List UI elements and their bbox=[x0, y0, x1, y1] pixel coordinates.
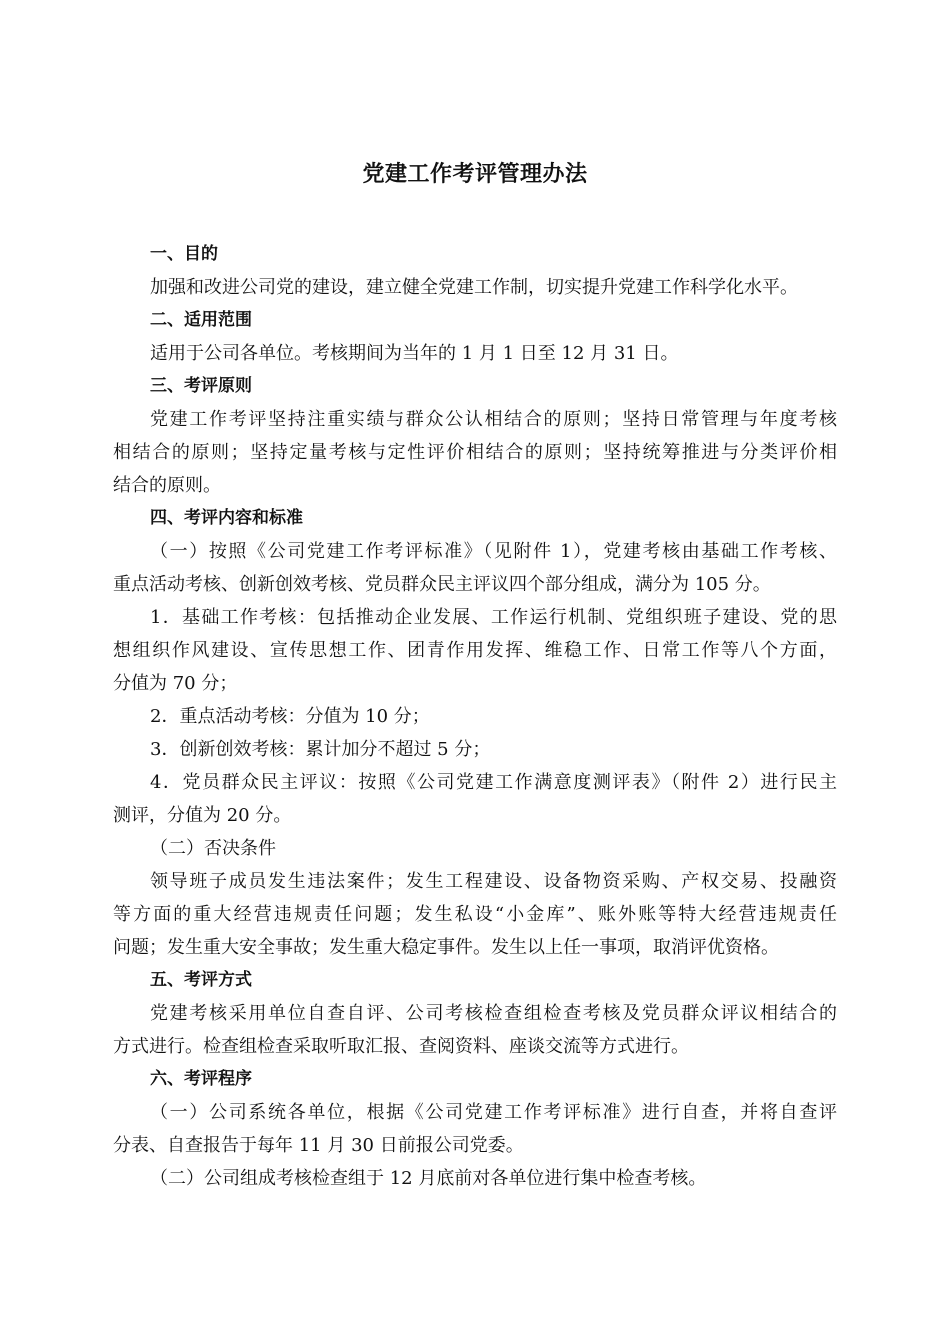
method-line-2: 方式进行。检查组检查采取听取汇报、查阅资料、座谈交流等方式进行。 bbox=[113, 1036, 689, 1057]
section-text-purpose: 加强和改进公司党的建设，建立健全党建工作制，切实提升党建工作科学化水平。 bbox=[150, 277, 798, 298]
standards-p1-line-2: 重点活动考核、创新创效考核、党员群众民主评议四个部分组成，满分为 105 分。 bbox=[113, 574, 771, 595]
item3-line: 3．创新创效考核：累计加分不超过 5 分； bbox=[150, 739, 491, 760]
section-heading-purpose: 一、目的 bbox=[150, 244, 218, 264]
section-text-scope: 适用于公司各单位。考核期间为当年的 1 月 1 日至 12 月 31 日。 bbox=[150, 343, 679, 364]
veto-line-3: 问题；发生重大安全事故；发生重大稳定事件。发生以上任一事项，取消评优资格。 bbox=[113, 937, 779, 958]
principles-line-3: 结合的原则。 bbox=[113, 475, 221, 496]
item2-line: 2．重点活动考核：分值为 10 分； bbox=[150, 706, 430, 727]
procedure-p1-line-2: 分表、自查报告于每年 11 月 30 日前报公司党委。 bbox=[113, 1135, 524, 1156]
document-body bbox=[113, 238, 837, 1195]
veto-line-2: 等方面的重大经营违规责任问题；发生私设“小金库”、账外账等特大经营违规责任 bbox=[113, 904, 837, 925]
item4-line-1: 4．党员群众民主评议：按照《公司党建工作满意度测评表》（附件 2）进行民主 bbox=[150, 772, 837, 793]
procedure-p2-line: （二）公司组成考核检查组于 12 月底前对各单位进行集中检查考核。 bbox=[150, 1168, 707, 1189]
section-heading-method: 五、考评方式 bbox=[150, 970, 252, 990]
section-heading-scope: 二、适用范围 bbox=[150, 310, 252, 330]
item1-line-2: 想组织作风建设、宣传思想工作、团青作用发挥、维稳工作、日常工作等八个方面， bbox=[113, 640, 837, 661]
item4-line-2: 测评，分值为 20 分。 bbox=[113, 805, 292, 826]
document-title: 党建工作考评管理办法 bbox=[362, 162, 588, 187]
standards-p1-line-1: （一）按照《公司党建工作考评标准》（见附件 1），党建考核由基础工作考核、 bbox=[150, 541, 837, 562]
procedure-p1-line-1: （一）公司系统各单位，根据《公司党建工作考评标准》进行自查，并将自查评 bbox=[150, 1102, 837, 1123]
principles-line-1: 党建工作考评坚持注重实绩与群众公认相结合的原则；坚持日常管理与年度考核 bbox=[150, 409, 837, 430]
method-line-1: 党建考核采用单位自查自评、公司考核检查组检查考核及党员群众评议相结合的 bbox=[150, 1003, 837, 1024]
section-heading-content-standards: 四、考评内容和标准 bbox=[150, 508, 303, 528]
item1-line-1: 1．基础工作考核：包括推动企业发展、工作运行机制、党组织班子建设、党的思 bbox=[150, 607, 837, 628]
section-heading-procedure: 六、考评程序 bbox=[150, 1069, 252, 1089]
item1-line-3: 分值为 70 分； bbox=[113, 673, 238, 694]
section-heading-principles: 三、考评原则 bbox=[150, 376, 252, 396]
veto-conditions-label: （二）否决条件 bbox=[150, 838, 276, 859]
veto-line-1: 领导班子成员发生违法案件；发生工程建设、设备物资采购、产权交易、投融资 bbox=[150, 871, 837, 892]
principles-line-2: 相结合的原则；坚持定量考核与定性评价相结合的原则；坚持统筹推进与分类评价相 bbox=[113, 442, 837, 463]
